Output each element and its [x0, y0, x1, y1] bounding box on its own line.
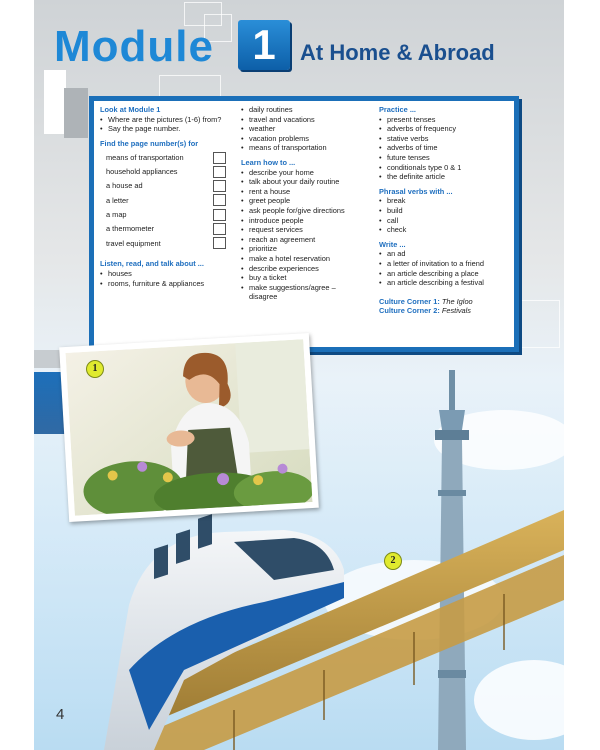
learn-item: • buy a ticket	[241, 273, 366, 283]
topic-item: • travel and vacations	[241, 115, 366, 125]
answer-box[interactable]	[213, 166, 226, 178]
practice-item: • stative verbs	[379, 134, 509, 144]
culture-corner-title: Festivals	[441, 306, 472, 316]
find-row	[100, 208, 226, 222]
find-row	[100, 222, 226, 236]
practice-item: • future tenses	[379, 153, 509, 163]
contents-column-2	[241, 105, 366, 302]
picture-number-badge: 2	[384, 552, 402, 570]
textbook-page	[34, 0, 564, 750]
find-item-label: a thermometer	[106, 224, 155, 234]
learn-item: • introduce people	[241, 216, 366, 226]
find-item-label: a map	[106, 209, 127, 219]
practice-item: • adverbs of frequency	[379, 124, 509, 134]
module-contents-panel	[89, 96, 519, 352]
find-row	[100, 165, 226, 179]
find-item-label: a house ad	[106, 181, 143, 191]
topic-item: • daily routines	[241, 105, 366, 115]
phrasal-item: • build	[379, 206, 509, 216]
learn-item: • describe your home	[241, 168, 366, 178]
topic-item: • weather	[241, 124, 366, 134]
topic-item: • means of transportation	[241, 143, 366, 153]
module-title: At Home & Abroad	[300, 40, 495, 65]
contents-column-1	[100, 105, 226, 288]
module-number-badge: 1	[238, 20, 290, 70]
phrasal-item: • break	[379, 196, 509, 206]
look-item: • Where are the pictures (1-6) from?	[100, 115, 226, 125]
module-word: Module	[54, 22, 214, 71]
phrasal-item: • check	[379, 225, 509, 235]
listen-item: • houses	[100, 269, 226, 279]
decor-square	[64, 88, 88, 138]
find-item-label: a letter	[106, 195, 129, 205]
phrasal-heading: Phrasal verbs with ...	[379, 186, 453, 196]
learn-item: • ask people for/give directions	[241, 206, 366, 216]
page-number: 4	[56, 706, 65, 723]
topic-item: • vacation problems	[241, 134, 366, 144]
learn-item: • rent a house	[241, 187, 366, 197]
find-item-label: household appliances	[106, 167, 178, 177]
culture-corner-label: Culture Corner 1:	[379, 296, 440, 306]
answer-box[interactable]	[213, 180, 226, 192]
write-item: • a letter of invitation to a friend	[379, 259, 509, 269]
culture-corner-2	[379, 306, 509, 316]
answer-box[interactable]	[213, 209, 226, 221]
listen-heading: Listen, read, and talk about ...	[100, 259, 204, 269]
learn-item: • prioritize	[241, 244, 366, 254]
picture-number-badge: 1	[86, 360, 104, 378]
culture-corner-1	[379, 297, 509, 307]
write-item: • an article describing a place	[379, 269, 509, 279]
answer-box[interactable]	[213, 237, 226, 249]
phrasal-item: • call	[379, 216, 509, 226]
find-item-label: travel equipment	[106, 238, 161, 248]
culture-corner-label: Culture Corner 2:	[379, 306, 440, 316]
learn-item: • make a hotel reservation	[241, 254, 366, 264]
look-item: • Say the page number.	[100, 124, 226, 134]
decor-square	[512, 300, 560, 348]
practice-item: • adverbs of time	[379, 143, 509, 153]
learn-item: • talk about your daily routine	[241, 177, 366, 187]
answer-box[interactable]	[213, 194, 226, 206]
learn-item: • describe experiences	[241, 264, 366, 274]
write-item: • an ad	[379, 249, 509, 259]
answer-box[interactable]	[213, 152, 226, 164]
practice-item: • conditionals type 0 & 1	[379, 163, 509, 173]
find-heading: Find the page number(s) for	[100, 138, 199, 148]
write-heading: Write ...	[379, 239, 406, 249]
practice-heading: Practice ...	[379, 105, 416, 114]
find-row	[100, 150, 226, 164]
listen-item: • rooms, furniture & appliances	[100, 279, 226, 289]
learn-item: • reach an agreement	[241, 235, 366, 245]
practice-item: • the definite article	[379, 172, 509, 182]
culture-corner-title: The Igloo	[441, 296, 473, 306]
answer-box[interactable]	[213, 223, 226, 235]
learn-heading: Learn how to ...	[241, 157, 296, 167]
learn-item: • make suggestions/agree – disagree	[241, 283, 366, 302]
find-row	[100, 193, 226, 207]
contents-column-3	[379, 105, 509, 316]
find-row	[100, 179, 226, 193]
practice-item: • present tenses	[379, 115, 509, 125]
look-heading: Look at Module 1	[100, 105, 161, 114]
find-row	[100, 236, 226, 250]
learn-item: • greet people	[241, 196, 366, 206]
find-item-label: means of transportation	[106, 152, 184, 162]
write-item: • an article describing a festival	[379, 278, 509, 288]
decor-square	[44, 70, 66, 134]
learn-item: • request services	[241, 225, 366, 235]
